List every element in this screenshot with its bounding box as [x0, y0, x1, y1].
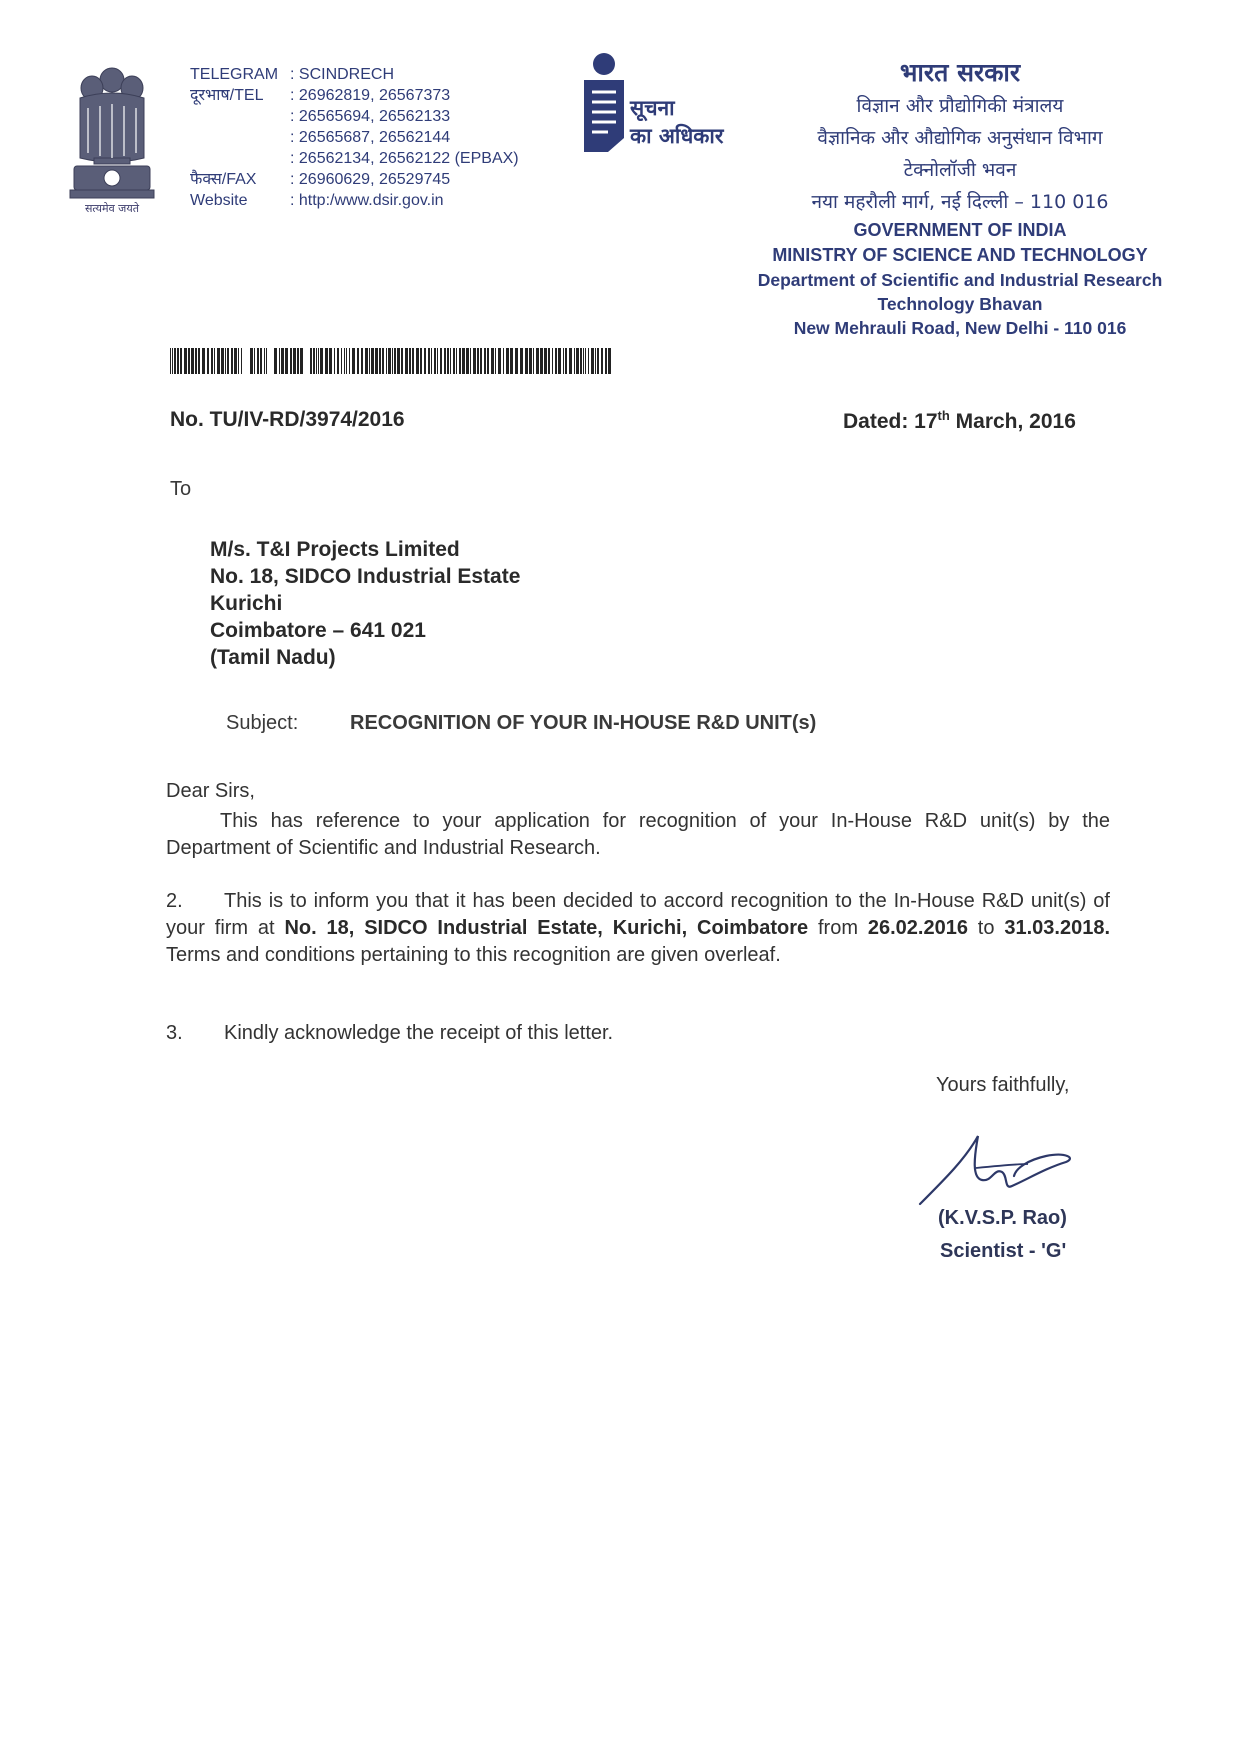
contact-row — [190, 106, 519, 127]
subject-line — [226, 712, 816, 735]
contact-row — [190, 64, 519, 85]
rti-line-2: का अधिकार — [630, 124, 724, 148]
subject-text: RECOGNITION OF YOUR IN-HOUSE R&D UNIT(s) — [350, 712, 817, 734]
salutation: Dear Sirs, — [166, 780, 255, 802]
contact-block — [190, 64, 519, 211]
rti-line-1: सूचना — [630, 96, 675, 120]
contact-row — [190, 148, 519, 169]
contact-label: दूरभाष/TEL — [190, 87, 264, 104]
english-department-line: Department of Scientific and Industrial Research — [757, 270, 1163, 290]
subject-label: Subject: — [226, 712, 299, 734]
hindi-ministry-line: विज्ञान और प्रौद्योगिकी मंत्रालय — [856, 95, 1064, 117]
contact-value: : 26565687, 26562144 — [290, 129, 451, 146]
reference-number: No. TU/IV-RD/3974/2016 — [170, 408, 405, 431]
hindi-govt-line: भारत सरकार — [899, 58, 1021, 87]
contact-label — [190, 106, 290, 127]
to-label: To — [170, 478, 192, 500]
contact-value: : 26960629, 26529745 — [290, 171, 451, 188]
english-ministry-line: MINISTRY OF SCIENCE AND TECHNOLOGY — [772, 245, 1148, 265]
address-line: Kurichi — [210, 592, 283, 615]
paragraph-3 — [166, 1020, 1110, 1047]
contact-label — [190, 127, 290, 148]
recipient-address — [210, 536, 520, 671]
hindi-department-line: वैज्ञानिक और औद्योगिक अनुसंधान विभाग — [817, 127, 1103, 149]
closing: Yours faithfully, — [936, 1074, 1070, 1096]
date-suffix: th — [937, 408, 950, 423]
emblem-motto: सत्यमेव जयते — [84, 202, 139, 215]
paragraph-number: 2. — [166, 890, 183, 912]
national-emblem-icon — [64, 58, 160, 218]
contact-value: : 26962819, 26567373 — [290, 87, 451, 104]
contact-row — [190, 190, 519, 211]
handwritten-signature — [916, 1128, 1086, 1208]
contact-value: : 26565694, 26562133 — [290, 108, 451, 125]
rti-logo-icon — [578, 52, 630, 156]
contact-label: फैक्स/FAX — [190, 171, 257, 188]
address-line: Coimbatore – 641 021 — [210, 619, 426, 642]
paragraph-text: to — [967, 917, 1005, 939]
hindi-header — [760, 56, 1160, 218]
address-line: M/s. T&I Projects Limited — [210, 538, 460, 561]
paragraph-number: 3. — [166, 1022, 183, 1044]
firm-location: No. 18, SIDCO Industrial Estate, Kurichi, Coimbatore — [284, 917, 809, 939]
date-text: Dated: 17 — [843, 410, 938, 433]
contact-label: TELEGRAM — [190, 66, 279, 83]
contact-value: : SCINDRECH — [290, 66, 395, 83]
contact-label: Website — [190, 192, 248, 209]
english-building-line: Technology Bhavan — [877, 294, 1043, 314]
contact-row — [190, 169, 519, 190]
signatory-name: (K.V.S.P. Rao) — [938, 1207, 1067, 1229]
contact-value: : 26562134, 26562122 (EPBAX) — [290, 150, 519, 167]
contact-value: : http:/www.dsir.gov.in — [290, 192, 444, 209]
hindi-building-line: टेक्नोलॉजी भवन — [903, 159, 1017, 181]
paragraph-text: Terms and conditions pertaining to this recognition are given overleaf. — [166, 944, 781, 966]
address-line: No. 18, SIDCO Industrial Estate — [210, 565, 521, 588]
letter-date — [843, 408, 1076, 434]
english-address-line: New Mehrauli Road, New Delhi - 110 016 — [793, 318, 1127, 338]
paragraph-2 — [166, 888, 1110, 969]
hindi-address-line: नया महरौली मार्ग, नई दिल्ली – 110 016 — [811, 191, 1109, 213]
contact-label — [190, 148, 290, 169]
rti-label — [630, 94, 723, 150]
barcode-icon — [170, 348, 614, 374]
end-date: 31.03.2018. — [1004, 917, 1110, 939]
english-header — [720, 218, 1200, 340]
contact-row — [190, 127, 519, 148]
english-govt-line: GOVERNMENT OF INDIA — [853, 220, 1067, 240]
paragraph-1: This has reference to your application for recognition of your In-House R&D unit(s) by the Department of Scientific and Industrial Research. — [166, 810, 1110, 859]
paragraph-text: Kindly acknowledge the receipt of this letter. — [224, 1022, 614, 1044]
signatory-title: Scientist - 'G' — [940, 1240, 1067, 1262]
paragraph-text: from — [808, 917, 868, 939]
date-month-year: March, 2016 — [949, 410, 1076, 433]
contact-row — [190, 85, 519, 106]
paragraph-text: This is to inform you that it has been decided to accord recognition to the In-House R&D unit(s) of your firm at — [166, 890, 1110, 939]
address-line: (Tamil Nadu) — [210, 646, 336, 669]
start-date: 26.02.2016 — [867, 917, 968, 939]
